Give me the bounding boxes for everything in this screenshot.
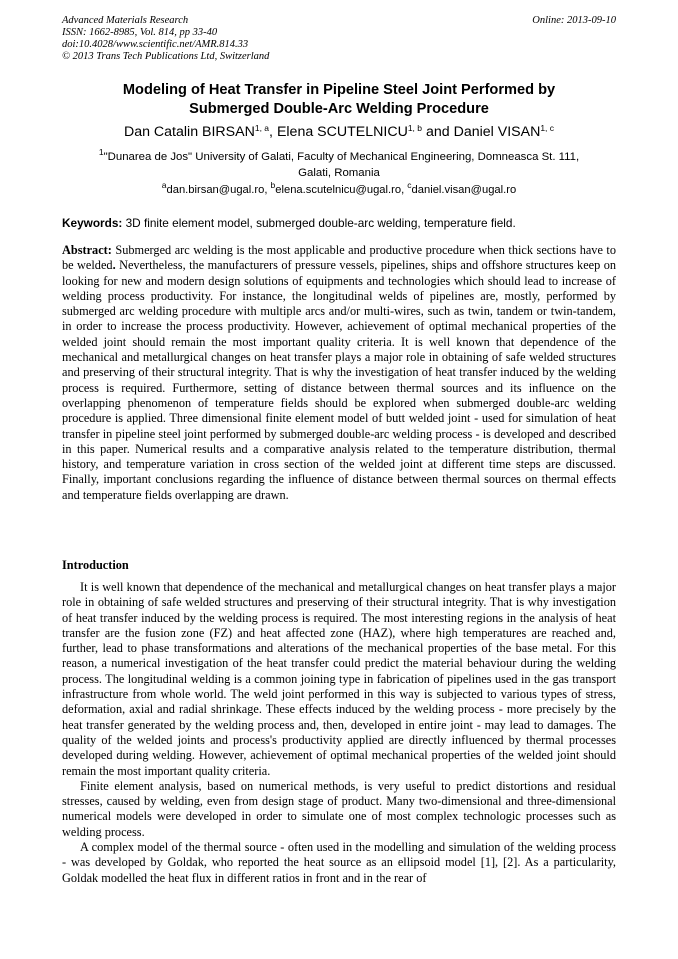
- author-separator: and: [422, 124, 454, 140]
- email-mark: a: [161, 180, 167, 190]
- title-line-2: Submerged Double-Arc Welding Procedure: [189, 101, 489, 117]
- section-heading-introduction: Introduction: [62, 558, 129, 572]
- keywords-label: Keywords:: [62, 216, 123, 230]
- body-paragraph: Finite element analysis, based on numerical methods, is very useful to predict distortions and residual stresses, caused by welding, even from design stage of product. Many two-dimensional and three-dimensional numerical models were developed in order to simulate one of most complex technologic processes such as welding process.: [62, 778, 616, 839]
- email-address: daniel.visan@ugal.ro: [411, 184, 517, 196]
- title-line-1: Modeling of Heat Transfer in Pipeline Steel Joint Performed by: [122, 82, 556, 98]
- author-name: Dan Catalin BIRSAN: [123, 124, 255, 140]
- email-mark: c: [407, 180, 412, 190]
- affiliation-line-1: "Dunarea de Jos" University of Galati, Faculty of Mechanical Engineering, Domneasca St. 111,: [103, 151, 580, 163]
- journal-copyright: © 2013 Trans Tech Publications Ltd, Switzerland: [62, 51, 270, 62]
- author-name: Elena SCUTELNICU: [276, 124, 408, 140]
- author-affil-mark: 1, a: [254, 123, 270, 133]
- paper-title: [62, 81, 616, 119]
- author-emails: $^a$dan.birsan@ugal.ro, $^b$elena.scutelnicu@ugal.ro, $^c$daniel.visan@ugal.ro: [161, 180, 517, 196]
- abstract-bold-period: .: [112, 258, 116, 273]
- author-separator: ,: [269, 124, 277, 140]
- journal-info: [62, 15, 269, 63]
- keywords-text: 3D finite element model, submerged double-arc welding, temperature field.: [122, 216, 516, 230]
- journal-doi: doi:10.4028/www.scientific.net/AMR.814.33: [62, 39, 249, 50]
- email-mark: b: [270, 180, 276, 190]
- keywords: [62, 216, 616, 231]
- online-date: Online: 2013-09-10: [532, 15, 616, 26]
- abstract-text: Nevertheless, the manufacturers of pressure vessels, pipelines, ships and offshore structures keep on looking for new and modern design solutions of equipments and technologies which should lead to increase of welding process productivity. For instance, the longitudinal welds of pipelines are, mostly, performed by submerged arc welding procedure with multiple arcs and/or multi-wires, such as twin, tandem or twin-tandem, in order to increase the process productivity. However, achievement of optimal mechanical properties of the welded joint should remain the most important quality criteria. It is well known that dependence of the mechanical and metallurgical changes on heat transfer plays a major role in obtaining of safe welded structures and preserving of their structural integrity. That is why the investigation of heat transfer induced by the welding process is required. Furthermore, setting of distance between thermal sources and its influence on the overlapping phenomenon of temperature fields should be explored when submerged double-arc welding procedure is applied. Three dimensional finite element model of butt welded joint - used for simulation of heat transfer in pipeline steel joint performed by submerged double-arc welding process - is developed and described in this paper. Numerical results and a comparative analysis related to the temperature distribution, thermal history, and temperature variation in cross section of the welded joint at different time steps are discussed. Finally, important conclusions regarding the influence of distance between thermal sources on thermal effects and temperature fields overlapping are drawn.: [62, 258, 616, 502]
- author-name: Daniel VISAN: [453, 124, 541, 140]
- abstract-label: Abstract:: [62, 243, 112, 257]
- email-address: elena.scutelnicu@ugal.ro: [275, 184, 402, 196]
- abstract-text: Submerged arc welding is the most applicable and productive procedure when thick sections have to be welded: [62, 243, 616, 273]
- author-affil-mark: 1, b: [407, 123, 423, 133]
- affiliation-mark: 1: [98, 147, 104, 157]
- journal-issn: ISSN: 1662-8985, Vol. 814, pp 33-40: [62, 27, 218, 38]
- body-paragraph: A complex model of the thermal source - often used in the modelling and simulation of the welding process - was developed by Goldak, who reported the heat source as an ellipsoid model [1], [2]. As a particularity, Goldak modelled the heat flux in different ratios in front and in the rear of: [62, 840, 616, 885]
- affiliation: [62, 149, 616, 181]
- email-address: dan.birsan@ugal.ro: [166, 184, 265, 196]
- body-paragraph: It is well known that dependence of the mechanical and metallurgical changes on heat transfer plays a major role in obtaining of safe welded structures and preserving of their structural integrity. That is why investigation of heat transfer induced by the welding process is required. The most interesting regions in the analysis of heat transfer are the fusion zone (FZ) and heat affected zone (HAZ), where high temperatures are reached and, further, lead to phase transformations and alterations of the mechanical properties of the base metal. For this reason, a numerical investigation of the heat transfer could predict the material behaviour during the welding process. The longitudinal welding is a common joining type in fabrication of pipelines used in the gas transport infrastructure from whole world. The weld joint performed in this way is subjected to various types of stress, deformation, axial and radial shrinkage. These effects induced by the welding process - more precisely by the heat transfer generated by the welding process and, then, developed in entire joint - may lead to damages. The quality of the welded joints and process's productivity applied are directly influenced by thermal processes developed during welding. However, achievement of optimal mechanical properties of the welded joint should remain the most important quality criteria.: [62, 580, 616, 778]
- journal-name: Advanced Materials Research: [62, 15, 189, 26]
- introduction-body: [62, 580, 616, 886]
- author-list: [62, 123, 616, 141]
- author-affil-mark: 1, c: [540, 123, 555, 133]
- abstract: [62, 243, 616, 503]
- affiliation-line-2: Galati, Romania: [298, 167, 380, 179]
